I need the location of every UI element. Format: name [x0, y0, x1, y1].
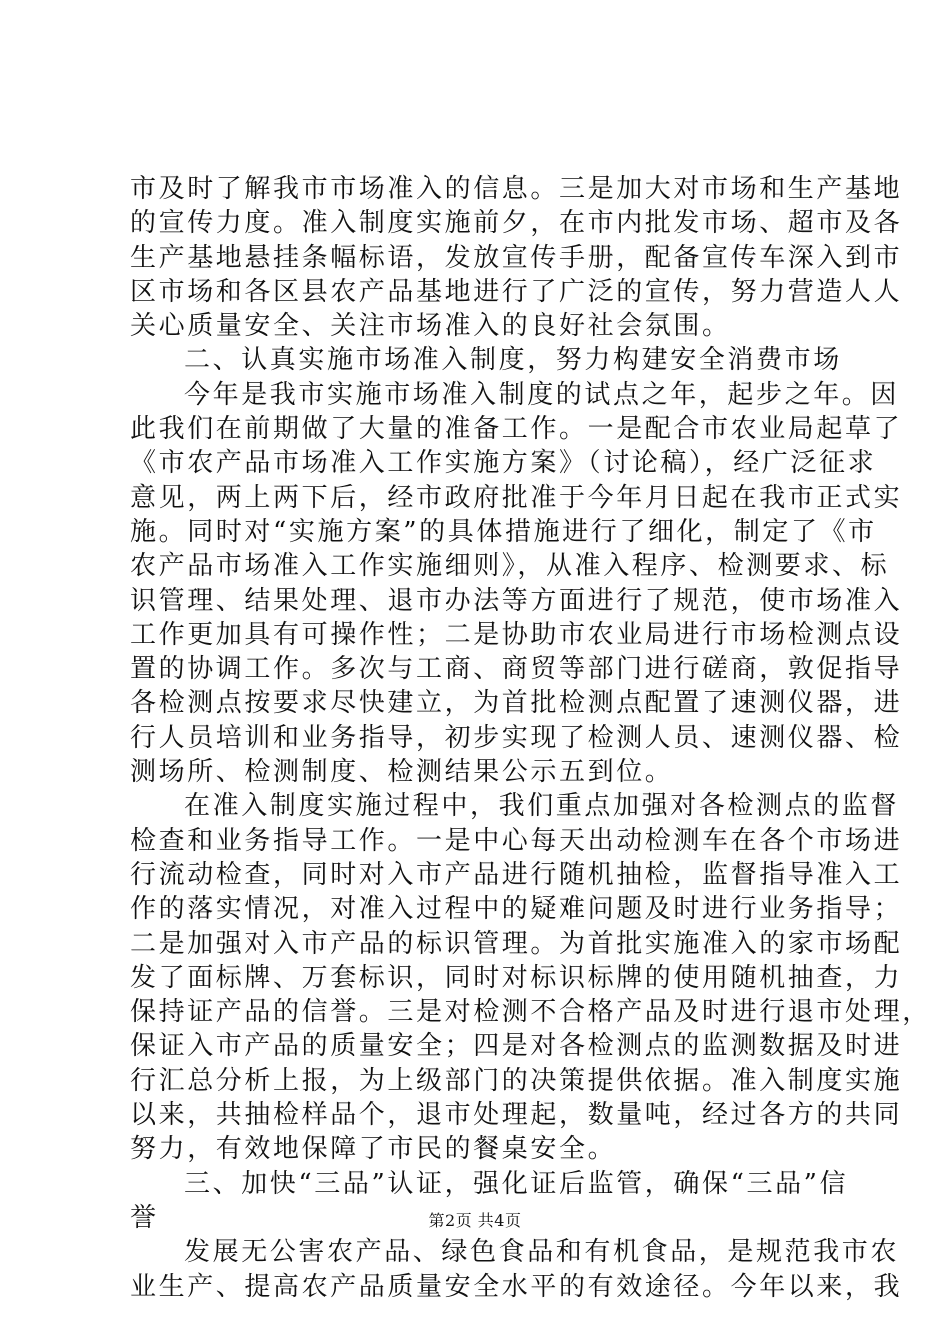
page-footer: 第2页 共4页: [428, 1211, 522, 1230]
text-line: 行人员培训和业务指导，初步实现了检测人员、速测仪器、检: [130, 722, 903, 753]
text-line: 各检测点按要求尽快建立，为首批检测点配置了速测仪器，进: [130, 688, 903, 719]
document-body: [130, 172, 931, 1304]
text-line: 此我们在前期做了大量的准备工作。一是配合市农业局起草了: [130, 414, 903, 445]
text-line: 发了面标牌、万套标识，同时对标识标牌的使用随机抽查，力: [130, 962, 903, 993]
text-line: 意见，两上两下后，经市政府批准于今年月日起在我市正式实: [130, 482, 903, 513]
text-line: 市及时了解我市市场准入的信息。三是加大对市场和生产基地: [130, 174, 903, 204]
text-line: 施。同时对“实施方案”的具体措施进行了细化，制定了《市: [130, 516, 877, 547]
text-line: 行流动检查，同时对入市产品进行随机抽检，监督指导准入工: [130, 859, 903, 890]
text-line: 以来，共抽检样品个，退市处理起，数量吨，经过各方的共同: [130, 1100, 903, 1131]
text-line: 作的落实情况，对准入过程中的疑难问题及时进行业务指导；: [130, 894, 903, 925]
text-line: 识管理、结果处理、退市办法等方面进行了规范，使市场准入: [130, 585, 903, 616]
text-line: 今年是我市实施市场准入制度的试点之年，起步之年。因: [184, 379, 900, 410]
text-line: 发展无公害农产品、绿色食品和有机食品，是规范我市农: [184, 1237, 900, 1268]
text-line: 检查和业务指导工作。一是中心每天出动检测车在各个市场进: [130, 825, 903, 856]
text-line: 农产品市场准入工作实施细则》，从准入程序、检测要求、标: [130, 551, 890, 582]
text-line: 生产基地悬挂条幅标语，发放宣传手册，配备宣传车深入到市: [130, 242, 903, 273]
text-line: 业生产、提高农产品质量安全水平的有效途径。今年以来，我: [130, 1271, 903, 1302]
text-line: 的宣传力度。准入制度实施前夕，在市内批发市场、超市及各: [130, 208, 903, 239]
text-line: 行汇总分析上报，为上级部门的决策提供依据。准入制度实施: [130, 1065, 903, 1096]
text-line: 区市场和各区县农产品基地进行了广泛的宣传，努力营造人人: [130, 276, 903, 307]
text-line: 《市农产品市场准入工作实施方案》（讨论稿），经广泛征求: [130, 448, 877, 479]
text-line: 三、加快“三品”认证，强化证后监管，确保“三品”信: [184, 1168, 849, 1199]
text-line: 置的协调工作。多次与工商、商贸等部门进行磋商，敦促指导: [130, 654, 903, 685]
text-line: 保持证产品的信誉。三是对检测不合格产品及时进行退市处理，: [130, 997, 931, 1028]
text-line: 工作更加具有可操作性；二是协助市农业局进行市场检测点设: [130, 619, 903, 650]
text-line: 二是加强对入市产品的标识管理。为首批实施准入的家市场配: [130, 928, 903, 959]
text-line: 在准入制度实施过程中，我们重点加强对各检测点的监督: [184, 791, 900, 822]
text-line: 努力，有效地保障了市民的餐桌安全。: [130, 1134, 617, 1165]
text-line: 关心质量安全、关注市场准入的良好社会氛围。: [130, 311, 731, 342]
text-line: 保证入市产品的质量安全；四是对各检测点的监测数据及时进: [130, 1031, 903, 1062]
text-line: 测场所、检测制度、检测结果公示五到位。: [130, 757, 674, 788]
text-line: 二、认真实施市场准入制度，努力构建安全消费市场: [184, 345, 842, 376]
text-line: 誉: [130, 1202, 159, 1233]
